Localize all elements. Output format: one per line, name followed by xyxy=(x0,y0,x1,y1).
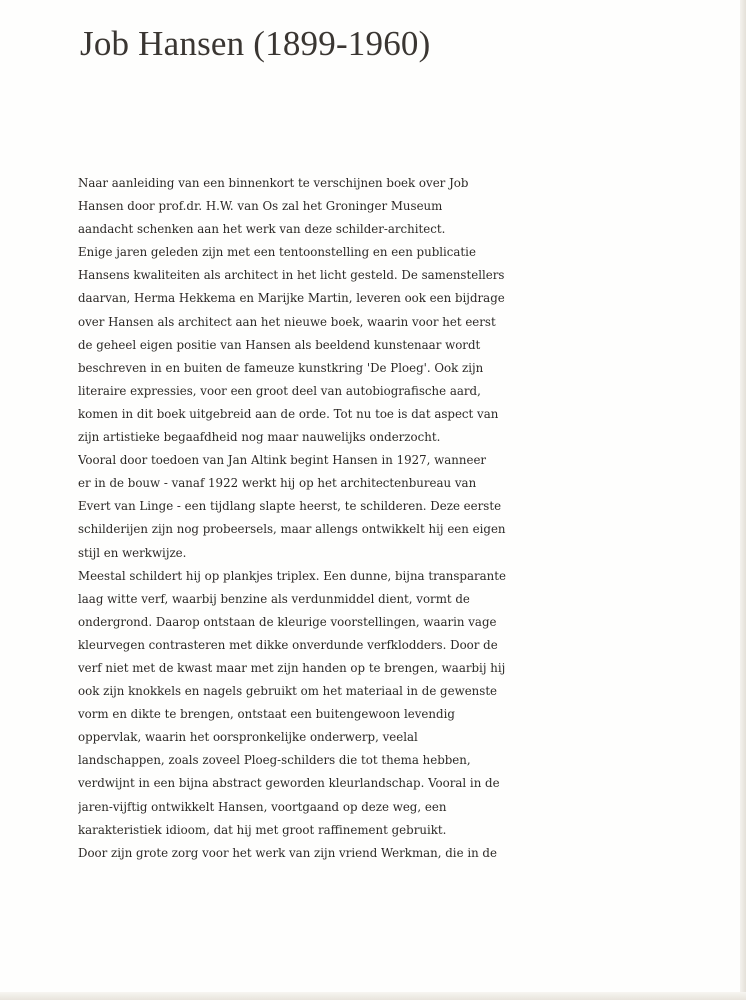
text-line: Naar aanleiding van een binnenkort te verschijnen boek over Job xyxy=(78,176,469,190)
text-line: ondergrond. Daarop ontstaan de kleurige voorstellingen, waarin vage xyxy=(78,614,497,629)
text-line: zijn artistieke begaafdheid nog maar nauwelijks onderzocht. xyxy=(78,430,441,445)
text-line: Hansens kwaliteiten als architect in het licht gesteld. De samenstellers xyxy=(78,268,505,283)
scan-edge-right xyxy=(740,0,746,1000)
text-line: oppervlak, waarin het oorspronkelijke onderwerp, veelal xyxy=(78,730,418,745)
text-line: Hansen door prof.dr. H.W. van Os zal het Groninger Museum xyxy=(78,199,443,214)
text-line: over Hansen als architect aan het nieuwe boek, waarin voor het eerst xyxy=(78,314,496,329)
text-line: kleurvegen contrasteren met dikke onverdunde verfklodders. Door de xyxy=(78,637,498,652)
text-line: Enige jaren geleden zijn met een tentoonstelling en een publicatie xyxy=(78,245,476,260)
text-line: schilderijen zijn nog probeersels, maar allengs ontwikkelt hij een eigen xyxy=(78,522,506,537)
text-line: Evert van Linge - een tijdlang slapte heerst, te schilderen. Deze eerste xyxy=(78,499,502,514)
text-line: verf niet met de kwast maar met zijn handen op te brengen, waarbij hij xyxy=(78,660,506,675)
text-line: landschappen, zoals zoveel Ploeg-schilders die tot thema hebben, xyxy=(78,753,471,768)
scan-edge-bottom xyxy=(0,992,746,1000)
text-line: er in de bouw - vanaf 1922 werkt hij op het architectenbureau van xyxy=(78,476,477,491)
text-line: ook zijn knokkels en nagels gebruikt om het materiaal in de gewenste xyxy=(78,684,498,699)
text-line: Vooral door toedoen van Jan Altink begint Hansen in 1927, wanneer xyxy=(78,453,487,468)
text-line: jaren-vijftig ontwikkelt Hansen, voortgaand op deze weg, een xyxy=(78,799,447,814)
body-text xyxy=(78,172,738,865)
page-title: Job Hansen (1899-1960) xyxy=(80,24,431,63)
text-line: daarvan, Herma Hekkema en Marijke Martin, leveren ook een bijdrage xyxy=(78,291,505,306)
text-line: vorm en dikte te brengen, ontstaat een buitengewoon levendig xyxy=(78,707,455,722)
text-line: karakteristiek idioom, dat hij met groot raffinement gebruikt. xyxy=(78,822,447,837)
text-line: stijl en werkwijze. xyxy=(78,545,187,560)
text-line: literaire expressies, voor een groot deel van autobiografische aard, xyxy=(78,383,481,398)
text-line: Door zijn grote zorg voor het werk van zijn vriend Werkman, die in de xyxy=(78,845,497,860)
text-line: Meestal schildert hij op plankjes triplex. Een dunne, bijna transparante xyxy=(78,568,506,583)
text-line: aandacht schenken aan het werk van deze schilder-architect. xyxy=(78,222,446,237)
text-line: verdwijnt in een bijna abstract geworden kleurlandschap. Vooral in de xyxy=(78,776,500,791)
text-line: laag witte verf, waarbij benzine als verdunmiddel dient, vormt de xyxy=(78,591,470,606)
text-line: beschreven in en buiten de fameuze kunstkring 'De Ploeg'. Ook zijn xyxy=(78,360,484,375)
text-line: de geheel eigen positie van Hansen als beeldend kunstenaar wordt xyxy=(78,337,481,352)
text-line: komen in dit boek uitgebreid aan de orde. Tot nu toe is dat aspect van xyxy=(78,406,499,421)
